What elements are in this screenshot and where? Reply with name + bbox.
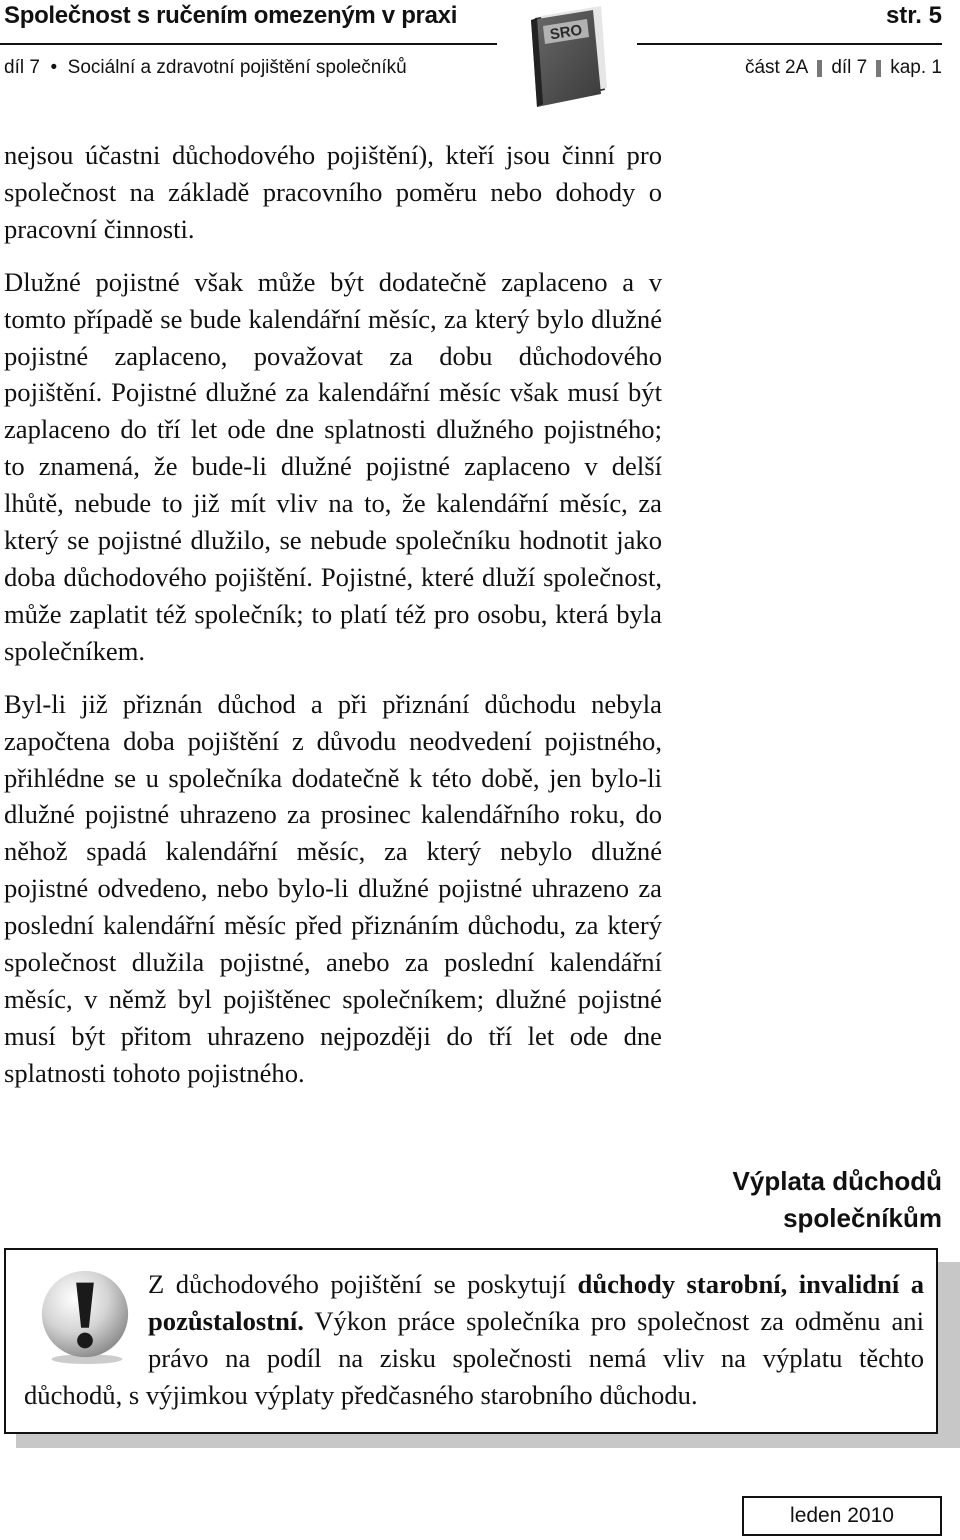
- note-box: [4, 1248, 938, 1434]
- breadcrumb-chapter: kap. 1: [890, 57, 942, 78]
- header-rule-right: [637, 43, 942, 45]
- breadcrumb: [745, 57, 942, 79]
- body-text: [4, 137, 662, 1108]
- header-rule-left: [0, 43, 497, 45]
- breadcrumb-volume: díl 7: [831, 57, 868, 78]
- page-number: str. 5: [885, 2, 942, 29]
- paragraph: Byl-li již přiznán důchod a při přiznání důchodu nebyla započtena doba pojištění z důvodu neodvedení pojistného, přihlédne se u společníka dodatečně k této době, jen bylo-li dlužné pojistné uhrazeno za prosinec kalendářního roku, do něhož spadá kalendářní měsíc, za který nebylo dlužné pojistné odvedeno, nebo bylo-li dlužné pojistné uhrazeno za poslední kalendářní měsíc před přiznáním důchodu, za který společnost dlužila pojistné, anebo za poslední kalendářní měsíc, v němž byl pojištěnec společníkem; dlužné pojistné musí být přitom uhrazeno nejpozději do tří let ode dne splatnosti tohoto pojistného.: [4, 688, 662, 1088]
- paragraph: Dlužné pojistné však může být dodatečně zaplaceno a v tomto případě se bude kalendářní měsíc, za který bylo dlužné pojistné zaplaceno, považovat za dobu důchodového pojištění. Pojistné dlužné za kalendářní měsíc však musí být zaplaceno do tří let ode dne splatnosti dlužného pojistného; to znamená, že bude-li dlužné pojistné zaplaceno v delší lhůtě, nebude to již mít vliv na to, že kalendářní měsíc, za který se pojistné dlužilo, se nebude společníku hodnotit jako doba důchodového pojištění. Pojistné, které dluží společnost, může zaplatit též společník; to platí též pro osobu, která byla společníkem.: [4, 266, 662, 666]
- issue-date: leden 2010: [742, 1496, 942, 1536]
- section-subtitle: díl 7 • Sociální a zdravotní pojištění společníků: [4, 57, 407, 78]
- margin-heading-line: společníkům: [783, 1203, 942, 1233]
- note-text: Z důchodového pojištění se poskytují důchody starobní, invalidní a pozůstalostní. Výkon práce společníka pro společnost za odměnu ani právo na podíl na zisku společnosti nemá vliv na výplatu těchto důchodů, s výjimkou výplaty předčasného starobního důchodu.: [24, 1269, 924, 1410]
- margin-heading: [733, 1163, 942, 1237]
- breadcrumb-separator: [817, 60, 822, 77]
- note-emphasis: důchody starobní, invalidní a pozůstalostní.: [148, 1269, 924, 1336]
- sro-book-logo: [527, 4, 613, 108]
- paragraph: nejsou účastni důchodového pojištění), kteří jsou činní pro společnost na základě pracovního poměru nebo dohody o pracovní činnosti.: [4, 140, 662, 244]
- running-title: Společnost s ručením omezeným v praxi: [4, 2, 458, 29]
- margin-heading-line: Výplata důchodů: [732, 1166, 942, 1196]
- breadcrumb-separator: [876, 60, 881, 77]
- breadcrumb-part: část 2A: [744, 57, 809, 78]
- logo-text: SRO: [548, 21, 584, 44]
